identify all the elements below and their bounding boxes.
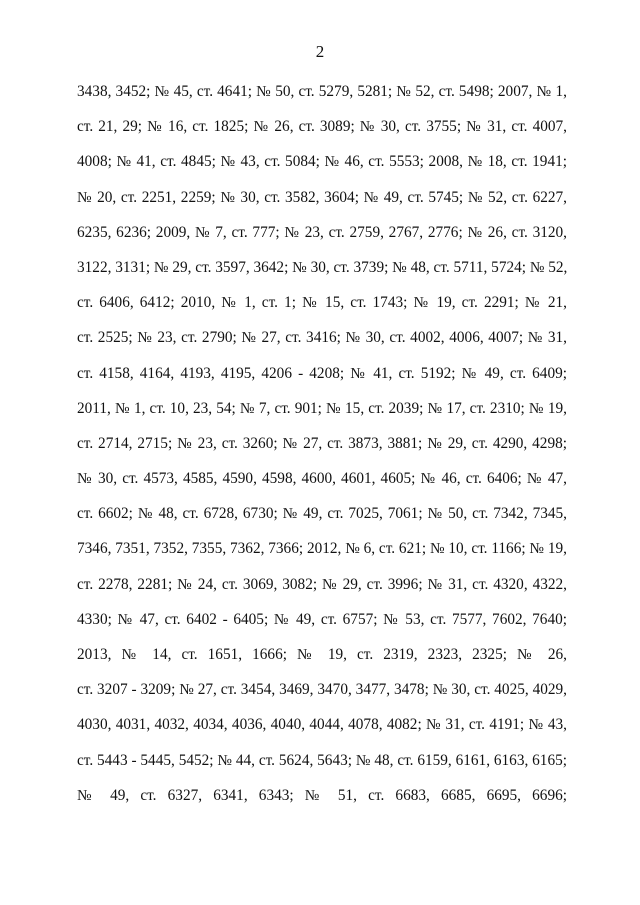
text-line-16: 4330; № 47, ст. 6402 - 6405; № 49, ст. 6757; № 53, ст. 7577, 7602, 7640; (77, 610, 567, 628)
text-line-11: ст. 2714, 2715; № 23, ст. 3260; № 27, ст. 3873, 3881; № 29, ст. 4290, 4298; (77, 434, 567, 452)
text-line-1: 3438, 3452; № 45, ст. 4641; № 50, ст. 5279, 5281; № 52, ст. 5498; 2007, № 1, (77, 83, 567, 100)
text-line-5: 6235, 6236; 2009, № 7, ст. 777; № 23, ст. 2759, 2767, 2776; № 26, ст. 3120, (77, 223, 567, 241)
text-line-6: 3122, 3131; № 29, ст. 3597, 3642; № 30, ст. 3739; № 48, ст. 5711, 5724; № 52, (77, 258, 567, 276)
text-line-15: ст. 2278, 2281; № 24, ст. 3069, 3082; № 29, ст. 3996; № 31, ст. 4320, 4322, (77, 575, 567, 593)
body-text (77, 82, 567, 821)
text-line-10: 2011, № 1, ст. 10, 23, 54; № 7, ст. 901; № 15, ст. 2039; № 17, ст. 2310; № 19, (77, 399, 567, 417)
text-line-3: 4008; № 41, ст. 4845; № 43, ст. 5084; № 46, ст. 5553; 2008, № 18, ст. 1941; (77, 153, 567, 171)
text-line-7: ст. 6406, 6412; 2010, № 1, ст. 1; № 15, ст. 1743; № 19, ст. 2291; № 21, (77, 294, 567, 312)
text-line-18: ст. 3207 - 3209; № 27, ст. 3454, 3469, 3470, 3477, 3478; № 30, ст. 4025, 4029, (77, 681, 567, 699)
text-line-12: № 30, ст. 4573, 4585, 4590, 4598, 4600, 4601, 4605; № 46, ст. 6406; № 47, (77, 470, 567, 488)
text-line-13: ст. 6602; № 48, ст. 6728, 6730; № 49, ст. 7025, 7061; № 50, ст. 7342, 7345, (77, 505, 567, 523)
text-line-20: ст. 5443 - 5445, 5452; № 44, ст. 5624, 5643; № 48, ст. 6159, 6161, 6163, 6165; (77, 751, 567, 769)
text-line-17: 2013, № 14, ст. 1651, 1666; № 19, ст. 2319, 2323, 2325; № 26, (77, 646, 567, 663)
text-line-19: 4030, 4031, 4032, 4034, 4036, 4040, 4044, 4078, 4082; № 31, ст. 4191; № 43, (77, 716, 567, 734)
text-line-9: ст. 4158, 4164, 4193, 4195, 4206 - 4208; № 41, ст. 5192; № 49, ст. 6409; (77, 364, 567, 382)
text-line-21: № 49, ст. 6327, 6341, 6343; № 51, ст. 6683, 6685, 6695, 6696; (77, 786, 567, 804)
text-line-4: № 20, ст. 2251, 2259; № 30, ст. 3582, 3604; № 49, ст. 5745; № 52, ст. 6227, (77, 188, 567, 206)
text-line-8: ст. 2525; № 23, ст. 2790; № 27, ст. 3416; № 30, ст. 4002, 4006, 4007; № 31, (77, 329, 567, 347)
page-number: 2 (315, 42, 325, 61)
text-line-14: 7346, 7351, 7352, 7355, 7362, 7366; 2012, № 6, ст. 621; № 10, ст. 1166; № 19, (77, 540, 567, 558)
text-line-2: ст. 21, 29; № 16, ст. 1825; № 26, ст. 3089; № 30, ст. 3755; № 31, ст. 4007, (77, 118, 567, 136)
